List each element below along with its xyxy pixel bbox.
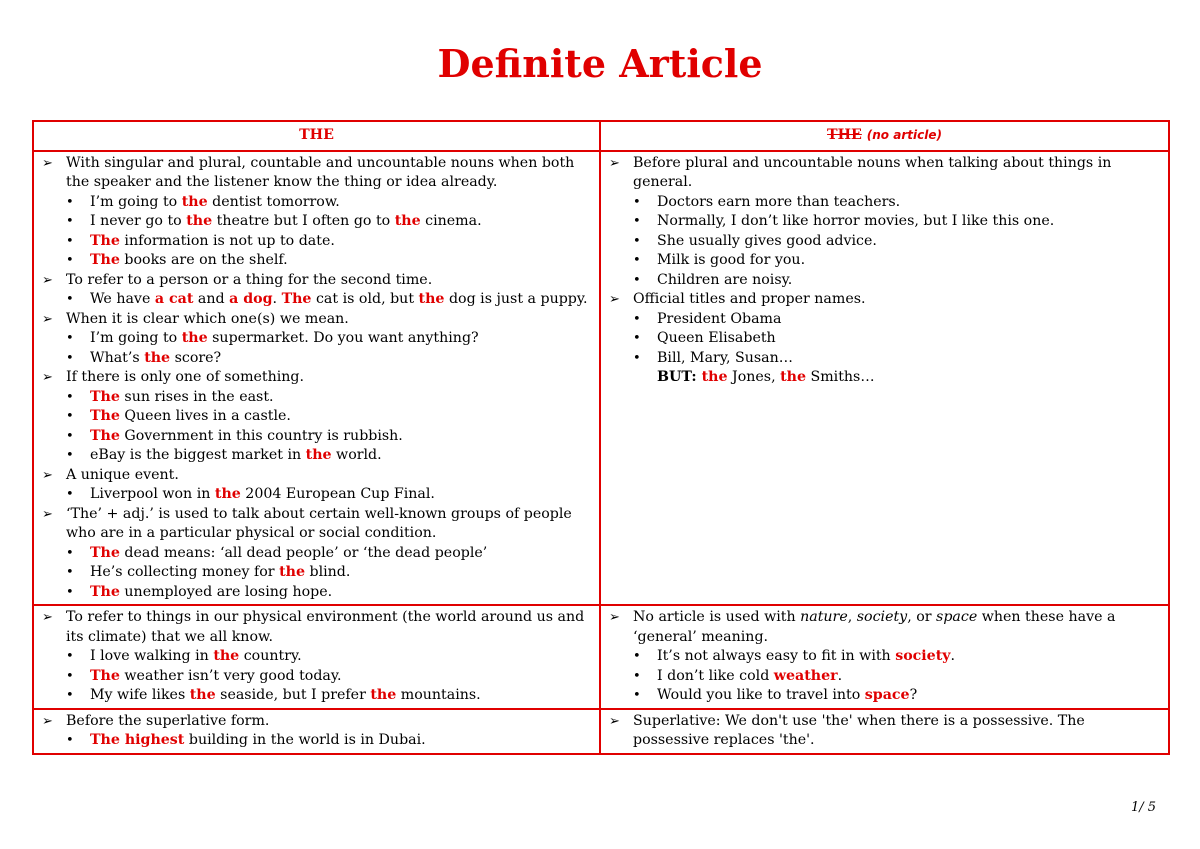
- example-item: [66, 563, 591, 583]
- cell-no-article-superlative: [600, 709, 1169, 754]
- bullet-icon: •: [633, 272, 641, 288]
- example-item: [633, 329, 1160, 349]
- example-text: and: [193, 291, 230, 307]
- highlight-word: the: [394, 213, 421, 229]
- example-item: [66, 485, 591, 505]
- arrow-bullet-icon: ➢: [609, 610, 620, 625]
- example-item: [633, 686, 1160, 706]
- rule-item: [42, 310, 591, 369]
- rule-item: [609, 712, 1160, 751]
- bullet-icon: •: [66, 649, 74, 664]
- highlight-word: society: [895, 648, 951, 664]
- rule-text: ,: [847, 609, 857, 625]
- highlight-word: weather: [773, 667, 838, 684]
- rule-text: If there is only one of something.: [66, 369, 305, 385]
- example-item: [66, 251, 591, 271]
- example-text: eBay is the biggest market in: [90, 447, 306, 463]
- example-item: [66, 647, 591, 667]
- example-item: [66, 427, 591, 447]
- bullet-icon: •: [66, 233, 74, 249]
- example-item: [66, 212, 591, 232]
- example-text: ?: [909, 687, 918, 703]
- highlight-word: a cat: [154, 291, 194, 307]
- bullet-icon: •: [66, 668, 74, 684]
- example-item: [66, 290, 591, 310]
- cell-no-article-uses: [600, 151, 1169, 606]
- highlight-word: the: [189, 687, 216, 703]
- example-text: I’m going to: [90, 330, 182, 346]
- example-text: .: [837, 667, 843, 684]
- example-item: [633, 647, 1160, 667]
- example-item: [66, 686, 591, 706]
- example-item: [66, 583, 591, 603]
- page-number: 1/ 5: [1130, 800, 1156, 815]
- example-text: He’s collecting money for: [90, 564, 280, 580]
- example-item: [633, 667, 1160, 687]
- example-text: Doctors earn more than teachers.: [657, 193, 901, 210]
- bullet-icon: •: [66, 194, 74, 210]
- example-text: We have: [90, 291, 155, 307]
- example-item: [66, 193, 591, 213]
- rule-text: No article is used with: [633, 609, 801, 625]
- rule-text: To refer to things in our physical environment (the world around us and its climate) that we all know.: [66, 609, 585, 645]
- example-text: President Obama: [657, 310, 782, 327]
- page-title: Definite Article: [437, 41, 763, 86]
- example-text: I never go to: [90, 213, 187, 229]
- example-text: .: [950, 648, 956, 664]
- highlight-word: the: [186, 213, 213, 229]
- bullet-icon: •: [66, 389, 74, 405]
- bullet-icon: •: [66, 545, 74, 561]
- example-text: Bill, Mary, Susan…: [657, 349, 793, 366]
- example-text: I don’t like cold: [657, 667, 774, 684]
- rule-text: Before plural and uncountable nouns when talking about things in general.: [633, 154, 1112, 190]
- example-text: unemployed are losing hope.: [119, 583, 333, 600]
- example-text: dead means: ‘all dead people’ or ‘the dead people’: [119, 544, 488, 561]
- bullet-icon: •: [66, 331, 74, 346]
- article-table: [32, 120, 1170, 755]
- example-text: sun rises in the east.: [119, 388, 274, 405]
- example-text: information is not up to date.: [119, 232, 335, 249]
- cell-the-uses: [33, 151, 600, 606]
- example-item: [66, 329, 591, 349]
- bullet-icon: •: [633, 350, 641, 366]
- highlight-word: The: [90, 252, 120, 268]
- example-text: It’s not always easy to fit in with: [657, 648, 896, 664]
- bullet-icon: •: [66, 487, 74, 502]
- header-struck-the: THE: [827, 127, 862, 143]
- cell-the-superlative: [33, 709, 600, 754]
- example-text: supermarket. Do you want anything?: [207, 330, 479, 346]
- example-text: cinema.: [420, 213, 482, 229]
- cell-no-article-general: [600, 605, 1169, 709]
- highlight-word: the: [181, 193, 208, 210]
- rule-text: Before the superlative form.: [66, 712, 270, 729]
- bullet-icon: •: [66, 565, 74, 580]
- bullet-icon: •: [66, 688, 74, 703]
- rule-text: With singular and plural, countable and uncountable nouns when both the speaker and the listener know the thing or idea already.: [66, 154, 575, 190]
- bullet-icon: •: [66, 428, 74, 444]
- rule-item: [42, 368, 591, 466]
- rule-italic-word: nature: [800, 609, 848, 625]
- example-text: 2004 European Cup Final.: [240, 486, 435, 502]
- rule-text: A unique event.: [66, 466, 179, 483]
- highlight-word: The: [90, 408, 120, 424]
- example-text: country.: [239, 648, 302, 664]
- example-text: Government in this country is rubbish.: [119, 427, 403, 444]
- example-text: books are on the shelf.: [119, 252, 288, 268]
- rule-item: [42, 154, 591, 271]
- example-text: I’m going to: [90, 193, 182, 210]
- header-the: [33, 121, 600, 151]
- highlight-word: the: [213, 648, 240, 664]
- arrow-bullet-icon: ➢: [42, 370, 53, 385]
- header-the-label: THE: [299, 127, 334, 143]
- rule-item: [609, 290, 1160, 388]
- table-row: [33, 151, 1169, 606]
- rule-text: Official titles and proper names.: [633, 291, 866, 307]
- table-row: [33, 709, 1169, 754]
- example-text: Liverpool won in: [90, 486, 215, 502]
- example-text: I love walking in: [90, 648, 214, 664]
- example-text: mountains.: [396, 687, 481, 703]
- arrow-bullet-icon: ➢: [42, 467, 53, 483]
- arrow-bullet-icon: ➢: [609, 292, 620, 307]
- arrow-bullet-icon: ➢: [42, 610, 53, 625]
- example-text: dog is just a puppy.: [444, 291, 588, 307]
- cell-the-environment: [33, 605, 600, 709]
- arrow-bullet-icon: ➢: [609, 155, 620, 171]
- arrow-bullet-icon: ➢: [42, 155, 53, 171]
- example-item: [633, 271, 1160, 291]
- example-text: Smiths…: [806, 369, 875, 385]
- example-text: Jones,: [727, 369, 781, 385]
- rule-item: [42, 505, 591, 603]
- example-item: [633, 212, 1160, 232]
- example-text: score?: [170, 349, 222, 366]
- rule-text: when these have a ‘general’ meaning.: [633, 609, 1116, 645]
- bullet-icon: •: [66, 448, 74, 463]
- highlight-word: the: [144, 349, 171, 366]
- highlight-word: the: [780, 369, 806, 385]
- bullet-icon: •: [66, 409, 74, 424]
- highlight-word: The: [90, 232, 120, 249]
- highlight-word: the: [370, 687, 397, 703]
- rule-text: , or: [907, 609, 937, 625]
- example-text: She usually gives good advice.: [657, 232, 877, 249]
- bullet-icon: •: [633, 688, 641, 703]
- bullet-icon: •: [66, 292, 74, 307]
- bullet-icon: •: [66, 253, 74, 268]
- highlight-word: The: [90, 667, 120, 684]
- rule-item: [42, 271, 591, 310]
- rule-text: To refer to a person or a thing for the second time.: [66, 271, 433, 288]
- example-text: cat is old, but: [311, 291, 419, 307]
- example-text: Milk is good for you.: [657, 252, 806, 268]
- bullet-icon: •: [633, 668, 641, 684]
- bullet-icon: •: [633, 331, 641, 346]
- rule-text: Superlative: We don't use 'the' when there is a possessive. The possessive replaces 'the'.: [633, 712, 1085, 748]
- example-item: [66, 446, 591, 466]
- highlight-word: the: [418, 291, 445, 307]
- example-item: [633, 349, 1160, 388]
- example-text: Queen lives in a castle.: [119, 408, 291, 424]
- rule-text: ‘The’ + adj.’ is used to talk about certain well-known groups of people who are in a particular physical or social condition.: [66, 505, 572, 541]
- highlight-word: the: [305, 447, 332, 463]
- highlight-word: The highest: [90, 732, 185, 748]
- arrow-bullet-icon: ➢: [609, 713, 620, 729]
- bullet-icon: •: [633, 233, 641, 249]
- rule-item: [42, 608, 591, 706]
- example-item: [633, 310, 1160, 330]
- rule-italic-word: space: [936, 609, 978, 625]
- highlight-word: the: [181, 330, 208, 346]
- highlight-word: space: [864, 687, 910, 703]
- arrow-bullet-icon: ➢: [42, 506, 53, 522]
- highlight-word: the: [214, 486, 241, 502]
- bullet-icon: •: [633, 214, 641, 229]
- bullet-icon: •: [66, 584, 74, 600]
- highlight-word: The: [90, 388, 120, 405]
- bullet-icon: •: [633, 194, 641, 210]
- bullet-icon: •: [633, 253, 641, 268]
- example-item: [633, 193, 1160, 213]
- example-item: [633, 232, 1160, 252]
- example-text: theatre but I often go to: [212, 213, 395, 229]
- bullet-icon: •: [633, 649, 641, 664]
- example-item: [66, 232, 591, 252]
- example-item: [66, 667, 591, 687]
- header-no-article-note: (no article): [866, 128, 942, 142]
- example-text: What’s: [90, 349, 145, 366]
- highlight-word: the: [701, 369, 728, 385]
- rule-item: [42, 712, 591, 751]
- but-label: BUT: [657, 369, 692, 385]
- example-text: weather isn’t very good today.: [119, 667, 342, 684]
- example-item: [66, 731, 591, 751]
- rule-item: [609, 608, 1160, 706]
- arrow-bullet-icon: ➢: [42, 713, 53, 729]
- arrow-bullet-icon: ➢: [42, 272, 53, 288]
- example-text: world.: [331, 447, 382, 463]
- bullet-icon: •: [66, 733, 74, 748]
- example-text: Children are noisy.: [657, 271, 793, 288]
- bullet-icon: •: [66, 350, 74, 366]
- highlight-word: a dog: [229, 291, 273, 307]
- highlight-word: The: [90, 583, 120, 600]
- example-text: blind.: [305, 564, 351, 580]
- example-text: My wife likes: [90, 687, 190, 703]
- example-text: :: [691, 369, 702, 385]
- rule-item: [609, 154, 1160, 291]
- highlight-word: The: [281, 291, 312, 307]
- example-item: [66, 349, 591, 369]
- example-item: [66, 388, 591, 408]
- example-text: Queen Elisabeth: [657, 330, 776, 346]
- example-text: Would you like to travel into: [657, 687, 865, 703]
- header-no-article: [600, 121, 1169, 151]
- example-text: dentist tomorrow.: [207, 193, 340, 210]
- table-row: [33, 605, 1169, 709]
- highlight-word: The: [90, 544, 120, 561]
- rule-italic-word: society: [856, 609, 908, 625]
- rule-item: [42, 466, 591, 505]
- example-item: [633, 251, 1160, 271]
- example-item: [66, 544, 591, 564]
- example-item: [66, 407, 591, 427]
- example-text: Normally, I don’t like horror movies, but I like this one.: [657, 213, 1055, 229]
- arrow-bullet-icon: ➢: [42, 311, 53, 327]
- example-text: .: [272, 291, 282, 307]
- table-header-row: [33, 121, 1169, 151]
- highlight-word: the: [279, 564, 305, 580]
- bullet-icon: •: [66, 214, 74, 229]
- example-text: building in the world is in Dubai.: [184, 732, 426, 748]
- bullet-icon: •: [633, 311, 641, 327]
- rule-text: When it is clear which one(s) we mean.: [66, 310, 349, 327]
- highlight-word: The: [90, 427, 120, 444]
- example-text: seaside, but I prefer: [215, 687, 371, 703]
